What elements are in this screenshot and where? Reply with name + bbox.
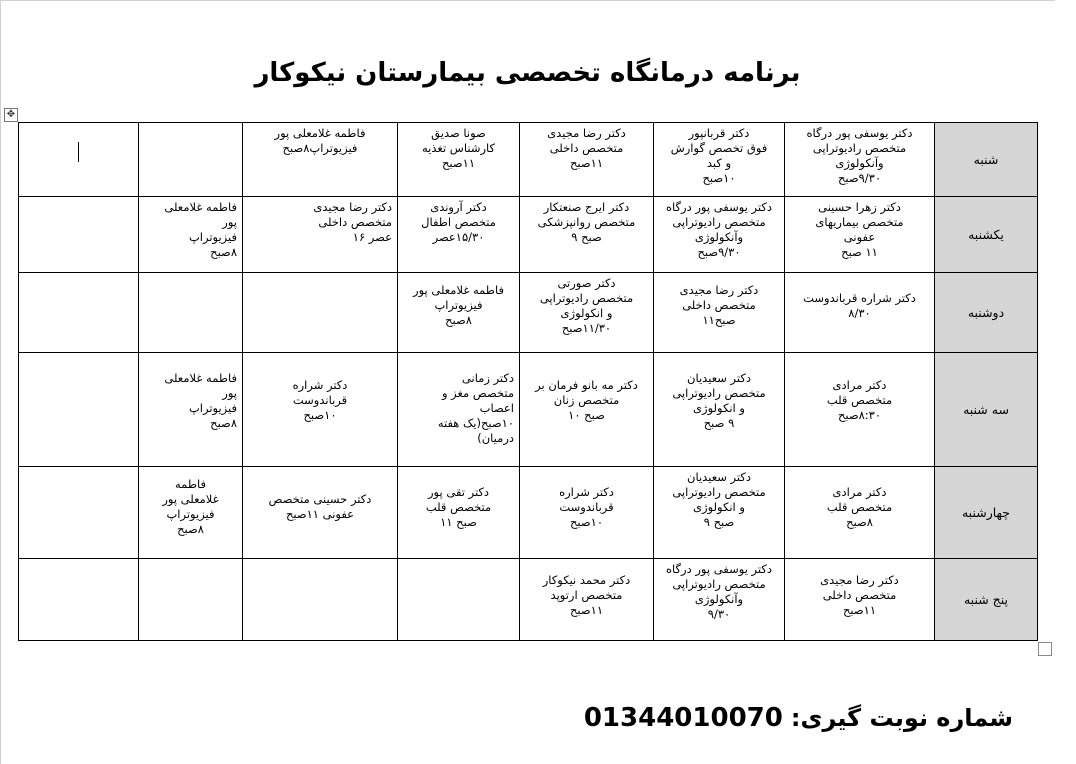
table-row xyxy=(19,273,1038,353)
booking-line xyxy=(0,703,1013,743)
table-cell[interactable] xyxy=(19,273,139,353)
table-move-handle-icon[interactable]: ✥ xyxy=(4,108,18,122)
page-left-edge xyxy=(0,0,1,764)
clinic-schedule-table xyxy=(18,122,1038,641)
table-cell[interactable] xyxy=(19,353,139,467)
table-cell[interactable] xyxy=(139,123,243,197)
table-cell[interactable]: دکتر زمانی متخصص مغز و اعصاب ۱۰صبح(یک هفته درمیان) xyxy=(398,353,520,467)
table-cell[interactable] xyxy=(19,559,139,641)
table-cell[interactable] xyxy=(243,273,398,353)
day-cell[interactable]: یکشنبه xyxy=(935,197,1038,273)
table-cell[interactable]: دکتر مه بانو فرمان بر متخصص زنان صبح ۱۰ xyxy=(520,353,654,467)
table-cell[interactable]: دکتر یوسفی پور درگاه متخصص رادیوتراپی وآنکولوژی ۹/۳۰ xyxy=(654,559,785,641)
table-cell[interactable] xyxy=(398,559,520,641)
day-cell[interactable]: چهارشنبه xyxy=(935,467,1038,559)
day-cell[interactable]: دوشنبه xyxy=(935,273,1038,353)
table-row xyxy=(19,197,1038,273)
table-cell[interactable]: دکتر مرادی متخصص قلب ۸صبح xyxy=(785,467,935,559)
table-cell[interactable]: دکتر زهرا حسینی متخصص بیماریهای عفونی ۱۱ صبح xyxy=(785,197,935,273)
table-cell[interactable]: فاطمه غلامعلی پور فیزیوتراپ ۸صبح xyxy=(139,197,243,273)
page-title: برنامه درمانگاه تخصصی بیمارستان نیکوکار xyxy=(254,58,801,88)
table-cell[interactable]: دکتر مرادی متخصص قلب ۸:۳۰صبح xyxy=(785,353,935,467)
table-cell[interactable]: دکتر آروندی متخصص اطفال ۱۵/۳۰عصر xyxy=(398,197,520,273)
table-cell[interactable]: دکتر صورتی متخصص رادیوتراپی و انکولوژی ۱۱/۳۰صبح xyxy=(520,273,654,353)
day-cell[interactable]: شنبه xyxy=(935,123,1038,197)
table-cell[interactable] xyxy=(139,559,243,641)
table-cell[interactable] xyxy=(19,467,139,559)
table-cell[interactable]: صونا صدیق کارشناس تغذیه ۱۱صبح xyxy=(398,123,520,197)
table-cell[interactable]: دکتر یوسفی پور درگاه متخصص رادیوتراپی وآنکولوژی ۹/۳۰صبح xyxy=(654,197,785,273)
table-cell[interactable]: دکتر حسینی متخصص عفونی ۱۱صبح xyxy=(243,467,398,559)
table-row xyxy=(19,123,1038,197)
table-cell[interactable]: دکتر قربانپور فوق تخصص گوارش و کبد ۱۰صبح xyxy=(654,123,785,197)
booking-phone-number: 01344010070 xyxy=(583,703,783,733)
text-cursor xyxy=(78,142,79,162)
table-cell[interactable]: فاطمه غلامعلی پور فیزیوتراپ ۸صبح xyxy=(398,273,520,353)
table-row xyxy=(19,467,1038,559)
table-cell[interactable]: دکتر رضا مجیدی متخصص داخلی صبح۱۱ xyxy=(654,273,785,353)
page-top-edge xyxy=(0,0,1055,1)
table-cell[interactable]: دکتر رضا مجیدی متخصص داخلی عصر ۱۶ xyxy=(243,197,398,273)
booking-label: شماره نوبت گیری: xyxy=(790,704,1013,732)
table-cell[interactable]: دکتر رضا مجیدی متخصص داخلی ۱۱صبح xyxy=(785,559,935,641)
table-cell[interactable] xyxy=(139,273,243,353)
table-resize-handle-icon[interactable] xyxy=(1038,642,1052,656)
table-cell[interactable]: دکتر شراره قرباندوست ۸/۳۰ xyxy=(785,273,935,353)
table-cell[interactable]: دکتر شراره قرباندوست ۱۰صبح xyxy=(520,467,654,559)
table-cell[interactable]: دکتر یوسفی پور درگاه متخصص رادیوتراپی وآنکولوژی ۹/۳۰صبح xyxy=(785,123,935,197)
table-row xyxy=(19,353,1038,467)
day-cell[interactable]: پنج شنبه xyxy=(935,559,1038,641)
table-cell[interactable]: دکتر تقی پور متخصص قلب صبح ۱۱ xyxy=(398,467,520,559)
table-cell[interactable]: دکتر ایرج صنعتکار متخصص روانپزشکی صبح ۹ xyxy=(520,197,654,273)
table-cell[interactable] xyxy=(19,197,139,273)
table-cell[interactable]: دکتر محمد نیکوکار متخصص ارتوپد ۱۱صبح xyxy=(520,559,654,641)
table-cell[interactable]: دکتر رضا مجیدی متخصص داخلی ۱۱صبح xyxy=(520,123,654,197)
table-cell[interactable]: دکتر شراره قرباندوست ۱۰صبح xyxy=(243,353,398,467)
table-cell[interactable] xyxy=(243,559,398,641)
table-cell[interactable]: دکتر سعیدیان متخصص رادیوتراپی و انکولوژی ۹ صبح xyxy=(654,353,785,467)
day-cell[interactable]: سه شنبه xyxy=(935,353,1038,467)
table-cell[interactable]: فاطمه غلامعلی پور فیزیوتراپ۸صبح xyxy=(243,123,398,197)
table-cell[interactable]: فاطمه غلامعلی پور فیزیوتراپ ۸صبح xyxy=(139,353,243,467)
table-cell-with-cursor[interactable] xyxy=(19,123,139,197)
table-row xyxy=(19,559,1038,641)
table-cell[interactable]: فاطمه غلامعلی پور فیزیوتراپ ۸صبح xyxy=(139,467,243,559)
table-cell[interactable]: دکتر سعیدیان متخصص رادیوتراپی و انکولوژی صبح ۹ xyxy=(654,467,785,559)
